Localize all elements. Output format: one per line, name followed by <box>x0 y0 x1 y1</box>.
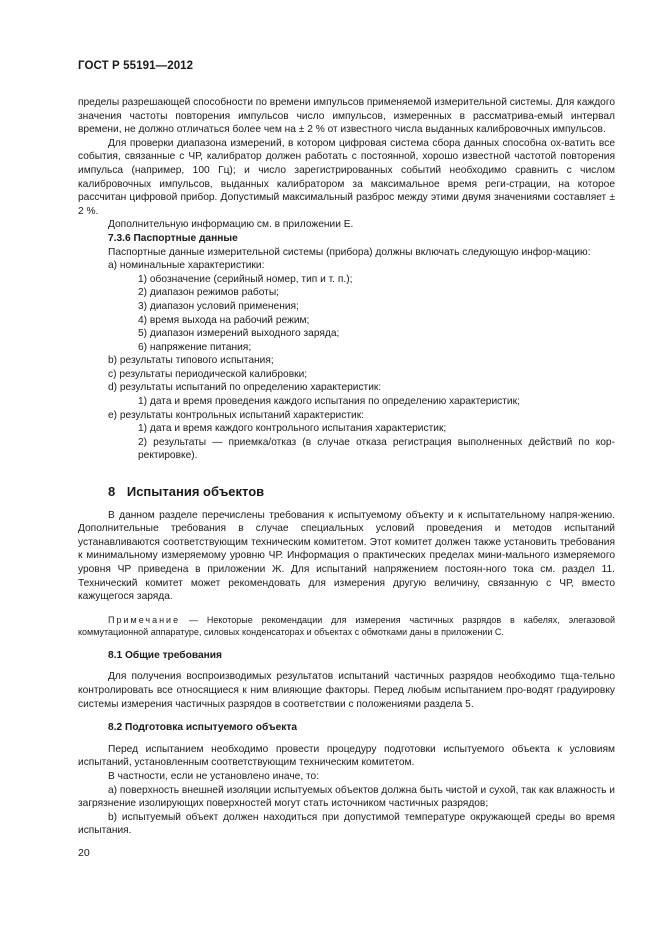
subsection-heading-8-1: 8.1 Общие требования <box>108 649 222 661</box>
list-item-a5: 5) диапазон измерений выходного заряда; <box>138 328 340 340</box>
paragraph: Паспортные данные измерительной системы (прибора) должны включать следующую инфор-мацию: <box>108 246 591 258</box>
paragraph: Для проверки диапазона измерений, в котором цифровая система сбора данных способна ох-ватить все события, связанные с ЧР, калибратор должен работать с постоянной, хорошо известной частотой повторения импульса (например, 100 Гц); и число зарегистрированных событий необходимо сравнить с числом калибровочных импульсов, выданных калибратором за максимальное время реги-страции, на которое рассчитан цифровой прибор. Допустимый максимальный разброс между этими двумя значениями составляет ± 2 %. <box>78 137 615 217</box>
list-item-e2-text: 2) результаты — приемка/отказ (в случае отказа регистрация выполненных действий по кор-ректировке). <box>138 436 615 462</box>
section-title: Испытания объектов <box>126 484 265 500</box>
document-body <box>78 96 615 838</box>
list-item-b: b) результаты типового испытания; <box>108 355 274 367</box>
list-item-a: a) номинальные характеристики: <box>108 260 265 272</box>
subsection-heading-8-2: 8.2 Подготовка испытуемого объекта <box>108 722 297 734</box>
section-heading-8 <box>78 485 615 499</box>
paragraph: Перед испытанием необходимо провести процедуру подготовки испытуемого объекта к условиям испытаний, установленным соответствующим техническим комитетом. <box>78 743 615 769</box>
list-item-e: e) результаты контрольных испытаний характеристик: <box>108 409 364 421</box>
paragraph: Для получения воспроизводимых результатов испытаний частичных разрядов необходимо тща-тельно контролировать все относящиеся к ним влияющие факторы. Перед любым испытанием про-водят градуировку системы измерения частичных разрядов в соответствии с положениями раздела 5. <box>78 671 615 710</box>
section-number: 8 <box>108 484 116 500</box>
note-label: Примечание <box>108 614 181 625</box>
list-item-e2 <box>78 436 615 463</box>
list-item-c: c) результаты периодической калибровки; <box>108 368 308 380</box>
list-item-b: b) испытуемый объект должен находиться при допустимой температуре окружающей среды во время испытания. <box>78 811 615 837</box>
list-item-a6: 6) напряжение питания; <box>138 341 252 353</box>
list-item-d: d) результаты испытаний по определению характеристик: <box>108 382 382 394</box>
list-item-a4: 4) время выхода на рабочий режим; <box>138 314 310 326</box>
page-number: 20 <box>78 847 90 859</box>
list-item-a2: 2) диапазон режимов работы; <box>138 287 279 299</box>
subsection-heading-7-3-6: 7.3.6 Паспортные данные <box>108 232 238 244</box>
paragraph: Дополнительную информацию см. в приложении Е. <box>108 219 354 231</box>
paragraph: пределы разрешающей способности по времени импульсов применяемой измерительной системы. Для каждого значения частоты повторения импульсов число импульсов, измеренных в рассматрива-емый интервал времени, не должно отличаться более чем на ± 2 % от известного числа выданных калибровочных импульсов. <box>78 97 615 136</box>
paragraph: В частности, если не установлено иначе, то: <box>108 770 320 782</box>
note-text: — Некоторые рекомендации для измерения частичных разрядов в кабелях, элегазовой коммутационной аппаратуре, силовых конденсаторах и объектах с обмотками даны в приложении С. <box>78 614 615 638</box>
paragraph: В данном разделе перечислены требования к испытуемому объекту и к испытательному напря-жению. Дополнительные требования в случае специальных условий проведения и методов испытаний устанавливаются соответствующим техническим комитетом. Этот комитет должен также установить требования к минимальному измеряемому уровню ЧР. Информация о практических пределах мини-мального измеряемого уровня ЧР приведена в приложении Ж. Для испытаний напряжением постоян-ного тока см. раздел 11. Технический комитет может рекомендовать для измерения другую величину, связанную с ЧР, вместо кажущегося заряда. <box>78 509 615 603</box>
list-item-d1: 1) дата и время проведения каждого испытания по определению характеристик; <box>138 396 520 408</box>
standard-header: ГОСТ Р 55191—2012 <box>78 60 194 72</box>
list-item-a1: 1) обозначение (серийный номер, тип и т. п.); <box>138 273 353 285</box>
list-item-a3: 3) диапазон условий применения; <box>138 300 299 312</box>
note <box>78 614 615 639</box>
list-item-a: a) поверхность внешней изоляции испытуемых объектов должна быть чистой и сухой, так как влажность и загрязнение изолирующих поверхностей могут стать источником частичных разрядов; <box>78 784 615 810</box>
list-item-e1: 1) дата и время каждого контрольного испытания характеристик; <box>138 423 447 435</box>
